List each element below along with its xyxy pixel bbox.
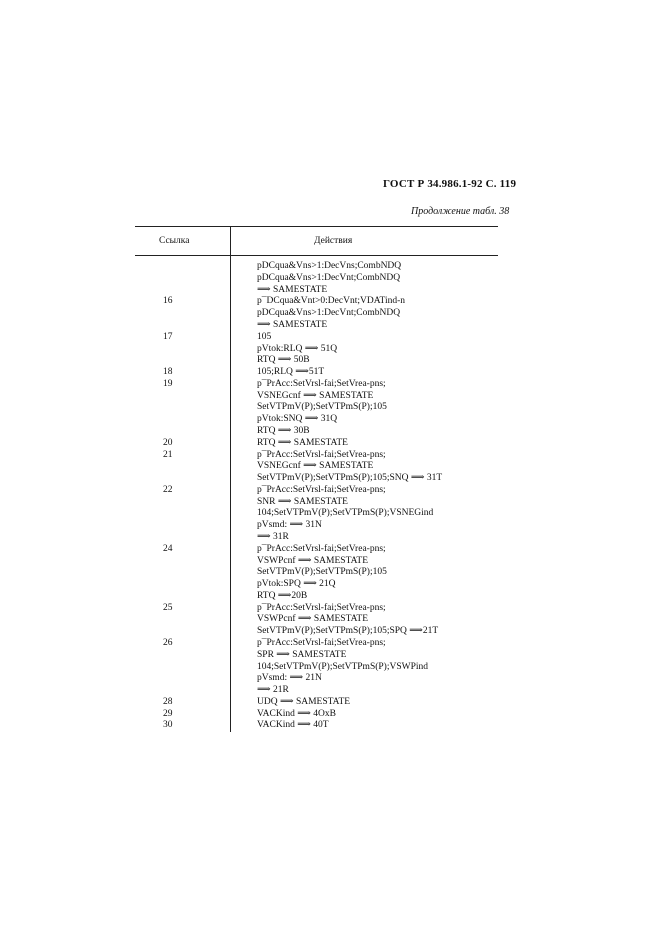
row-action: 104;SetVTPmV(P);SetVTPmS(P);VSNEGind: [257, 508, 434, 519]
header-rule: [135, 255, 498, 256]
row-action: pVtok:SPQ ⟹ 21Q: [257, 579, 336, 590]
row-ref: 18: [163, 367, 173, 377]
row-ref: 30: [163, 720, 173, 731]
row-action: ⟹ 31R: [257, 531, 289, 542]
row-action: SetVTPmV(P);SetVTPmS(P);105: [257, 402, 387, 413]
row-action: p¯PrAcc:SetVrsl-fai;SetVrea-pns;: [257, 602, 386, 613]
row-action: ⟹ SAMESTATE: [257, 284, 328, 295]
row-action: p¯PrAcc:SetVrsl-fai;SetVrea-pns;: [257, 378, 386, 389]
row-action: p¯PrAcc:SetVrsl-fai;SetVrea-pns;: [257, 638, 386, 648]
row-action: VSWPcnf ⟹ SAMESTATE: [257, 614, 369, 625]
row-action: pDCqua&Vns>1:DecVnt;CombNDQ: [257, 308, 401, 319]
row-ref: 29: [163, 708, 173, 719]
row-action: VSWPcnf ⟹ SAMESTATE: [257, 555, 369, 566]
row-action: pDCqua&Vns>1:DecVns;CombNDQ: [257, 261, 402, 271]
row-action: 105;RLQ ⟹51T: [257, 367, 325, 377]
row-ref: 16: [163, 296, 173, 307]
row-action: VSNEGcnf ⟹ SAMESTATE: [257, 461, 374, 472]
row-action: p¯PrAcc:SetVrsl-fai;SetVrea-pns;: [257, 449, 386, 460]
column-divider: [230, 226, 231, 732]
row-action: SNR ⟹ SAMESTATE: [257, 496, 348, 507]
row-action: 105: [257, 331, 272, 342]
row-ref: 28: [163, 696, 173, 707]
row-ref: 21: [163, 449, 173, 460]
row-action: RTQ ⟹ SAMESTATE: [257, 437, 348, 448]
row-action: pVsmd: ⟹ 21N: [257, 673, 322, 684]
row-ref: 24: [163, 543, 173, 554]
row-ref: 22: [163, 484, 173, 495]
row-action: p¯DCqua&Vnt>0:DecVnt;VDATind-n: [257, 296, 406, 307]
row-action: RTQ ⟹20B: [257, 590, 308, 601]
column-header-actions: Действия: [314, 236, 353, 246]
row-action: SetVTPmV(P);SetVTPmS(P);105;SNQ ⟹ 31T: [257, 473, 443, 483]
table-top-rule: [135, 226, 498, 227]
row-action: pVsmd: ⟹ 31N: [257, 520, 322, 531]
row-action: SPR ⟹ SAMESTATE: [257, 649, 347, 660]
row-action: pDCqua&Vns>1:DecVnt;CombNDQ: [257, 272, 401, 283]
row-action: pVtok:SNQ ⟹ 31Q: [257, 414, 338, 425]
row-action: ⟹ SAMESTATE: [257, 319, 328, 330]
table-continuation-label: Продолжение табл. 38: [411, 206, 510, 217]
row-action: RTQ ⟹ 30B: [257, 425, 310, 436]
row-action: 104;SetVTPmV(P);SetVTPmS(P);VSWPind: [257, 661, 429, 672]
row-ref: 25: [163, 602, 173, 613]
row-action: pVtok:RLQ ⟹ 51Q: [257, 343, 338, 354]
page-header: ГОСТ Р 34.986.1-92 С. 119: [383, 178, 517, 190]
row-action: ⟹ 21R: [257, 685, 289, 696]
row-action: p¯PrAcc:SetVrsl-fai;SetVrea-pns;: [257, 543, 386, 554]
row-ref: 17: [163, 331, 173, 342]
row-action: RTQ ⟹ 50B: [257, 355, 310, 366]
row-action: UDQ ⟹ SAMESTATE: [257, 696, 351, 707]
row-action: VACKind ⟹ 4OxB: [257, 708, 336, 719]
column-header-ref: Ссылка: [159, 236, 190, 246]
row-action: VACKind ⟹ 40T: [257, 720, 329, 731]
row-action: VSNEGcnf ⟹ SAMESTATE: [257, 390, 374, 401]
row-ref: 20: [163, 437, 173, 448]
row-ref: 26: [163, 638, 173, 648]
row-action: SetVTPmV(P);SetVTPmS(P);105;SPQ ⟹21T: [257, 626, 439, 637]
row-action: p¯PrAcc:SetVrsl-fai;SetVrea-pns;: [257, 484, 386, 495]
row-action: SetVTPmV(P);SetVTPmS(P);105: [257, 567, 387, 578]
row-ref: 19: [163, 378, 173, 389]
